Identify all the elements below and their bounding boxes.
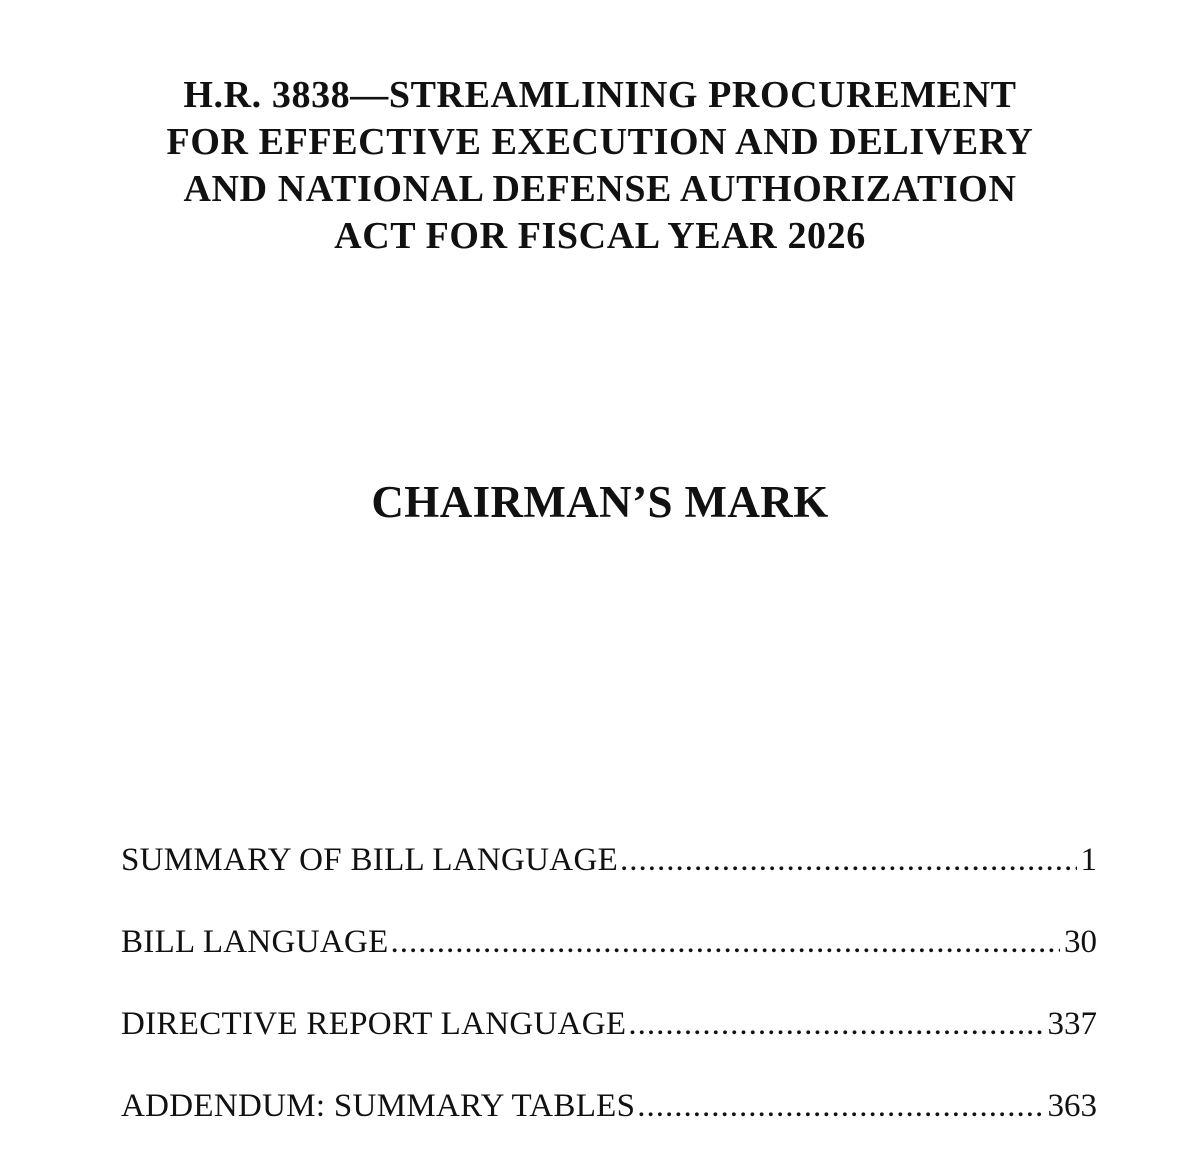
toc-entry-label: ADDENDUM: SUMMARY TABLES <box>121 1088 636 1124</box>
toc-entry-label: DIRECTIVE REPORT LANGUAGE <box>121 1006 627 1042</box>
bill-title-line: AND NATIONAL DEFENSE AUTHORIZATION <box>183 168 1017 210</box>
toc-entry-summary-of-bill-language <box>121 838 1097 920</box>
toc-dot-leader <box>628 1002 1043 1046</box>
table-of-contents <box>121 838 1097 1166</box>
bill-title-line: ACT FOR FISCAL YEAR 2026 <box>334 215 866 257</box>
toc-page-number: 363 <box>1047 1088 1097 1124</box>
toc-entry-label: BILL LANGUAGE <box>121 924 389 960</box>
bill-title <box>100 72 1100 260</box>
toc-entry-addendum-summary-tables <box>121 1084 1097 1166</box>
toc-dot-leader <box>391 920 1060 964</box>
toc-page-number: 30 <box>1064 924 1097 960</box>
bill-title-line: FOR EFFECTIVE EXECUTION AND DELIVERY <box>166 121 1034 163</box>
bill-title-line: H.R. 3838—STREAMLINING PROCUREMENT <box>183 74 1017 116</box>
toc-entry-directive-report-language <box>121 1002 1097 1084</box>
toc-entry-bill-language <box>121 920 1097 1002</box>
chairmans-mark-heading: CHAIRMAN’S MARK <box>371 477 829 527</box>
toc-dot-leader <box>637 1084 1043 1128</box>
toc-page-number: 337 <box>1047 1006 1097 1042</box>
toc-entry-label: SUMMARY OF BILL LANGUAGE <box>121 842 619 878</box>
toc-page-number: 1 <box>1080 842 1097 878</box>
toc-dot-leader <box>620 838 1076 882</box>
